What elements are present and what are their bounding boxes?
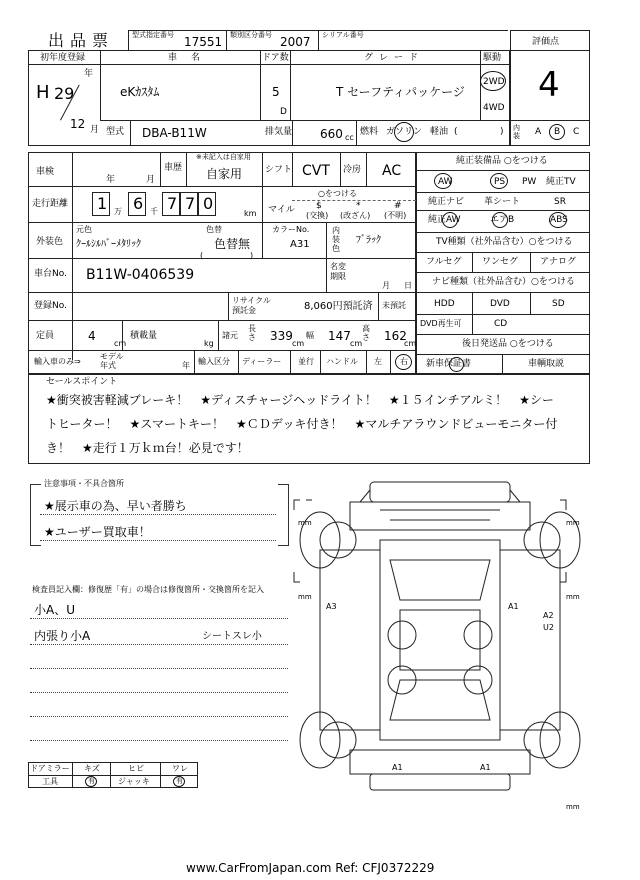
equip-aw: AW: [438, 177, 453, 187]
tv-analog: アナログ: [540, 257, 577, 267]
mileage-tamper: (改ざん): [340, 211, 371, 220]
diag-label-u2: U2: [543, 623, 554, 632]
model-designation-label: 型式指定番号: [132, 31, 174, 39]
category-value: 2007: [280, 35, 311, 49]
first-reg-era: H: [36, 82, 50, 103]
equip-ps: PS: [494, 177, 506, 187]
insp-year-unit: 年: [106, 175, 116, 185]
notes-line: ★展示車の為、早い者勝ち: [44, 499, 187, 513]
shift-value: CVT: [302, 163, 330, 179]
doors-label: ドア数: [262, 53, 289, 63]
insp-month-unit: 月: [146, 175, 156, 185]
diag-label-a1: A1: [508, 602, 519, 611]
length-label: 長さ: [248, 324, 256, 342]
navi-title: ナビ種類（社外品含む）○をつける: [432, 277, 575, 287]
diag-label-a1-rear-left: A1: [392, 763, 403, 772]
equip-pw: PW: [522, 177, 537, 187]
capacity-unit: cm: [114, 339, 127, 348]
acc-header: キズ: [84, 764, 100, 773]
diag-mm: mm: [298, 593, 312, 601]
diag-mm: mm: [298, 519, 312, 527]
diag-label-a1-rear-right: A1: [480, 763, 491, 772]
name-change-label: 名変期限: [330, 262, 346, 281]
import-label: 輸入車のみ⇒: [34, 357, 81, 366]
equip-sr: SR: [554, 197, 566, 207]
model-year-unit: 年: [182, 361, 190, 370]
chassis-value: B11W-0406539: [86, 267, 195, 283]
equip-genuine-tv: 純正TV: [546, 177, 576, 187]
navi-cd: CD: [494, 319, 508, 329]
handle-label: ハンドル: [326, 357, 358, 366]
capacity-value: 4: [88, 329, 96, 343]
acc-header: ヒビ: [128, 764, 144, 773]
interior-label: 内装: [513, 124, 520, 140]
handle-left: 左: [374, 357, 382, 366]
equip-ab: エアB: [490, 215, 515, 225]
interior-color-label: 内装色: [332, 226, 340, 253]
orig-color-label: 元色: [76, 225, 92, 234]
footer-ref: www.CarFromJapan.com Ref: CFJ0372229: [186, 861, 435, 875]
acc-header: ドアミラー: [30, 764, 70, 773]
fuel-label: 燃料: [360, 127, 379, 137]
name-change-day: 日: [404, 281, 412, 290]
width-unit: cm: [350, 339, 363, 348]
sales-line: ★衝突被害軽減ブレーキ！ ★ディスチャージヘッドライト！ ★１５インチアルミ！ ★シー: [46, 393, 554, 407]
navi-sd: SD: [552, 299, 565, 309]
change-color-value: 色替無: [214, 237, 251, 251]
equip-abs-circle: [549, 212, 567, 228]
fuel-gas: ガソリン: [386, 127, 423, 137]
navi-hdd: HDD: [434, 299, 455, 309]
handle-right-circle: [395, 354, 412, 370]
height-label: 高さ: [362, 324, 370, 342]
length-value: 339: [270, 329, 293, 343]
model-year-label: モデル年式: [100, 352, 124, 370]
rating-value: 4: [538, 65, 560, 105]
first-reg-month: 12: [70, 117, 86, 131]
acc-jack-yes: 有: [176, 777, 183, 785]
acc-tool-yes: 有: [88, 777, 95, 785]
dealer: ディーラー: [242, 357, 282, 366]
navi-dvd: DVD: [490, 299, 510, 309]
diag-mm: mm: [566, 593, 580, 601]
sales-line: き！ ★走行１万ｋｍ台！必見です！: [46, 441, 249, 455]
load-label: 積載量: [130, 331, 158, 341]
name-change-month: 月: [382, 281, 390, 290]
interior-color-value: ﾌﾞﾗｯｸ: [356, 235, 381, 246]
mileage-digit: 7: [185, 194, 196, 213]
inspector-line2: 内張り小A: [34, 629, 91, 643]
mileage-digit: 6: [133, 194, 144, 213]
mileage-swap: (交換): [306, 211, 329, 220]
diag-label-a3: A3: [326, 602, 337, 611]
recycle-label: リサイクル預託金: [232, 296, 271, 315]
mileage-unknown-symbol: #: [394, 201, 402, 211]
later-manual: 車輌取説: [528, 359, 565, 369]
diag-mm: mm: [566, 519, 580, 527]
drive-2wd-circle: [480, 71, 506, 91]
inspector-line2b: シートスレ小: [202, 631, 262, 642]
notes-line: ★ユーザー買取車！: [44, 525, 151, 539]
diag-mm: mm: [566, 803, 580, 811]
specs-label: 諸元: [222, 331, 238, 340]
mileage-circle-hint: ○をつける: [318, 189, 357, 198]
mileage-sen: 千: [150, 207, 158, 216]
first-reg-label: 初年度登録: [40, 53, 86, 63]
change-color-label: 色替: [206, 225, 222, 234]
diag-label-a2: A2: [543, 611, 554, 620]
equip-aw-circle: [434, 173, 452, 189]
displacement-value: 660: [320, 127, 343, 141]
ac-label: 冷房: [343, 165, 362, 175]
rating-label: 評価点: [532, 37, 560, 47]
displacement-unit: cc: [345, 133, 354, 142]
year-unit: 年: [84, 69, 94, 79]
drive-label: 駆動: [483, 53, 502, 63]
inspector-line1: 小A、U: [34, 603, 75, 617]
equip-genuine-aw-circle: [442, 212, 458, 228]
equip-leather: 革シート: [484, 197, 521, 207]
first-reg-year: 29: [54, 84, 75, 103]
mileage-swap-symbol: $: [316, 201, 322, 211]
mileage-mile: マイル: [268, 205, 295, 215]
tv-oneseg: ワンセグ: [482, 257, 519, 267]
color-code-value: A31: [290, 239, 310, 250]
drive-4wd: 4WD: [483, 103, 505, 113]
sales-line: トヒーター！ ★スマートキー！ ★ＣＤデッキ付き！ ★マルチアラウンドビューモニター付: [46, 417, 558, 431]
inspection-label: 車検: [36, 167, 55, 177]
car-damage-diagram: [290, 470, 590, 810]
load-unit: kg: [204, 339, 214, 348]
mileage-digit: 7: [167, 194, 178, 213]
equip-ps-circle: [490, 173, 508, 189]
capacity-label: 定員: [36, 331, 55, 341]
model-value: DBA-B11W: [142, 126, 207, 140]
genuine-title: 純正装備品 ○をつける: [456, 156, 548, 166]
displacement-label: 排気量: [265, 127, 293, 137]
color-label: 外装色: [36, 237, 64, 247]
door-type: D: [280, 107, 287, 117]
usage-value: 自家用: [206, 167, 243, 181]
fuel-light: 軽油: [430, 127, 449, 137]
handle-right: 右: [400, 357, 408, 366]
later-title: 後日発送品 ○をつける: [462, 339, 554, 349]
grade-value: T セーフティパッケージ: [336, 85, 465, 99]
acc-jack: ジャッキ: [118, 777, 150, 786]
model-label: 型式: [106, 127, 125, 137]
drive-2wd: 2WD: [483, 77, 505, 87]
notes-label: 注意事項・不具合箇所: [44, 479, 124, 488]
usage-label: 車歴: [164, 163, 183, 173]
serial-label: シリアル番号: [322, 31, 364, 39]
recycle-value: 8,060円預託済: [304, 301, 373, 312]
equip-abs: ABS: [550, 215, 568, 225]
length-unit: cm: [292, 339, 305, 348]
import-type-label: 輸入区分: [198, 357, 230, 366]
tv-title: TV種類（社外品含む）○をつける: [436, 237, 573, 247]
car-name: eKｶｽﾀﾑ: [120, 85, 160, 99]
unpaid-label: 未預託: [382, 301, 406, 310]
width-label: 幅: [306, 331, 314, 340]
mileage-tamper-symbol: *: [356, 201, 361, 211]
orig-color-value: ｸｰﾙｼﾙﾊﾞｰﾒﾀﾘｯｸ: [76, 239, 141, 250]
chassis-label: 車台No.: [34, 269, 67, 279]
mileage-label: 走行距離: [32, 199, 69, 209]
interior-a: A: [535, 127, 542, 137]
later-warranty-circle: [449, 357, 464, 372]
shift-label: シフト: [265, 165, 293, 175]
mileage-digit: 1: [97, 194, 108, 213]
interior-b-circle: [549, 124, 565, 140]
grade-label: グレード: [364, 53, 425, 63]
mileage-unknown: (不明): [384, 211, 407, 220]
parallel: 並行: [298, 357, 314, 366]
car-name-label: 車名: [168, 53, 215, 63]
equip-ab-circle: [492, 212, 508, 228]
inspector-label: 検査員記入欄：修復歴「有」の場合は修復箇所・交換箇所を記入: [32, 585, 264, 594]
top-header: [28, 30, 508, 50]
category-label: 類別区分番号: [230, 31, 272, 39]
sheet-title: 出品票: [48, 31, 115, 50]
height-value: 162: [384, 329, 407, 343]
navi-dvd-player: DVD再生可: [420, 319, 462, 328]
acc-header: ワレ: [172, 764, 188, 773]
usage-note: ※未記入は自家用: [196, 153, 251, 161]
registration-label: 登録No.: [34, 301, 67, 311]
height-unit: cm: [404, 339, 417, 348]
tv-fullseg: フルセグ: [426, 257, 462, 267]
interior-c: C: [573, 127, 580, 137]
color-code-label: カラーNo.: [272, 225, 310, 234]
doors-value: 5: [272, 85, 280, 99]
mileage-km: km: [244, 209, 257, 218]
later-new-warranty: 新車保証書: [426, 359, 472, 369]
equip-genuine-navi: 純正ナビ: [428, 197, 465, 207]
acc-tool: 工具: [42, 777, 58, 786]
equip-genuine-aw: 純正AW: [428, 215, 461, 225]
month-unit: 月: [90, 125, 100, 135]
mileage-digit: 0: [203, 194, 214, 213]
sales-label: セールスポイント: [46, 377, 118, 387]
ac-value: AC: [382, 163, 402, 179]
model-designation-value: 17551: [184, 35, 223, 49]
mileage-man: 万: [114, 207, 122, 216]
width-value: 147: [328, 329, 351, 343]
fuel-gas-circle: [394, 122, 414, 142]
interior-b: B: [554, 127, 561, 137]
